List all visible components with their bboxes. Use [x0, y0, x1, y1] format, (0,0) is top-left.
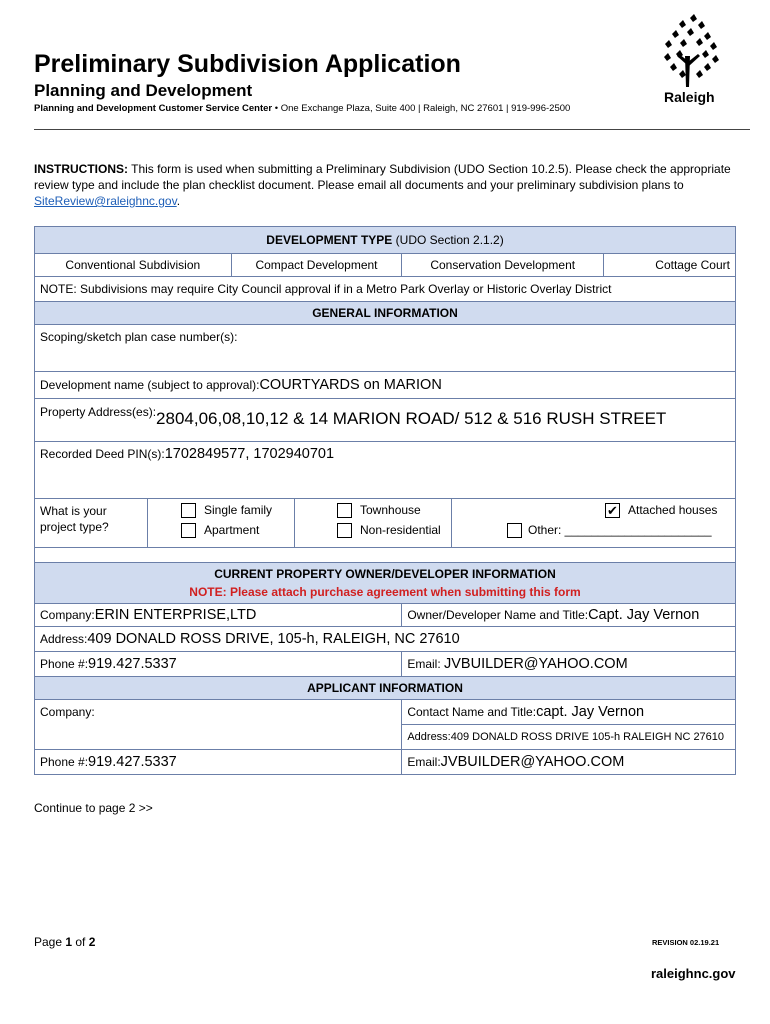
development-name-field[interactable] [35, 372, 736, 399]
project-type-label: What is your project type? [40, 504, 109, 534]
continue-link[interactable]: Continue to page 2 >> [34, 801, 153, 815]
non-residential-checkbox-option[interactable] [337, 523, 441, 538]
subdivision-note: NOTE: Subdivisions may require City Council approval if in a Metro Park Overlay or Historic Overlay District [35, 277, 736, 302]
divider [294, 499, 295, 547]
purchase-agreement-note: NOTE: Please attach purchase agreement when submitting this form [189, 585, 581, 599]
applicant-address-label: Address: [407, 731, 451, 743]
property-address-value: 2804,06,08,10,12 & 14 MARION ROAD/ 512 & 516 RUSH STREET [156, 409, 667, 428]
townhouse-checkbox[interactable] [337, 503, 352, 518]
other-checkbox-option[interactable] [507, 523, 712, 538]
instructions-text: This form is used when submitting a Preliminary Subdivision (UDO Section 10.2.5). Please check the appropriate review type and include the plan checklist document. Please email all documents and your preliminary subdivision plans to [34, 162, 731, 192]
attached-houses-checkbox-checked[interactable]: ✔ [605, 503, 620, 518]
page-total: 2 [88, 935, 96, 949]
non-residential-label: Non-residential [360, 523, 441, 537]
applicant-email-label: Email: [407, 755, 441, 769]
applicant-address-value: 409 DONALD ROSS DRIVE 105-h RALEIGH NC 27610 [450, 731, 725, 743]
applicant-phone-label: Phone #: [40, 755, 89, 769]
applicant-email-value: JVBUILDER@YAHOO.COM [440, 754, 625, 770]
applicant-company-field[interactable] [35, 700, 402, 750]
owner-company-value: ERIN ENTERPRISE,LTD [94, 607, 257, 623]
development-type-heading: DEVELOPMENT TYPE [266, 233, 393, 247]
contact-line [34, 103, 570, 114]
divider [147, 499, 148, 547]
development-type-note: (UDO Section 2.1.2) [392, 233, 504, 247]
applicant-phone-field[interactable] [35, 750, 402, 775]
townhouse-label: Townhouse [360, 503, 421, 517]
development-name-value: COURTYARDS on MARION [259, 377, 442, 393]
owner-company-label: Company: [40, 608, 95, 622]
instructions-end: . [176, 194, 181, 208]
owner-phone-field[interactable] [35, 652, 402, 677]
option-cottage-court[interactable]: Cottage Court [604, 254, 736, 277]
website-label: raleighnc.gov [651, 966, 736, 981]
option-conservation-development[interactable]: Conservation Development [402, 254, 604, 277]
apartment-label: Apartment [204, 523, 260, 537]
owner-info-header [35, 563, 736, 604]
owner-address-field[interactable] [35, 627, 736, 652]
spacer [35, 548, 736, 563]
application-form [34, 226, 736, 775]
owner-name-value: Capt. Jay Vernon [588, 607, 700, 623]
applicant-contact-label: Contact Name and Title: [407, 705, 537, 719]
scoping-label: Scoping/sketch plan case number(s): [40, 330, 238, 344]
attached-houses-checkbox-option[interactable] [605, 503, 717, 518]
deed-pin-field[interactable] [35, 442, 736, 499]
page-of: of [72, 935, 89, 949]
attached-houses-label: Attached houses [628, 503, 718, 517]
scoping-field[interactable] [35, 325, 736, 372]
instructions-label: INSTRUCTIONS: [34, 162, 128, 176]
owner-heading: CURRENT PROPERTY OWNER/DEVELOPER INFORMATION [214, 567, 556, 581]
non-residential-checkbox[interactable] [337, 523, 352, 538]
single-family-checkbox[interactable] [181, 503, 196, 518]
owner-company-field[interactable] [35, 604, 402, 627]
page-word: Page [34, 935, 66, 949]
owner-address-value: 409 DONALD ROSS DRIVE, 105-h, RALEIGH, NC 27610 [87, 631, 460, 647]
applicant-contact-field[interactable] [402, 700, 736, 725]
option-compact-development[interactable]: Compact Development [231, 254, 402, 277]
owner-email-field[interactable] [402, 652, 736, 677]
site-review-email-link[interactable]: SiteReview@raleighnc.gov [34, 194, 177, 208]
page-number [34, 935, 95, 949]
page-current: 1 [65, 935, 73, 949]
development-name-label: Development name (subject to approval): [40, 378, 260, 392]
property-address-field[interactable] [35, 399, 736, 442]
single-family-checkbox-option[interactable] [181, 503, 272, 518]
development-type-header [35, 227, 736, 254]
owner-email-value: JVBUILDER@YAHOO.COM [444, 656, 628, 672]
page-title: Preliminary Subdivision Application [34, 50, 461, 78]
applicant-phone-value: 919.427.5337 [88, 754, 177, 770]
owner-address-label: Address: [40, 632, 88, 646]
owner-phone-label: Phone #: [40, 657, 89, 671]
option-conventional-subdivision[interactable]: Conventional Subdivision [35, 254, 232, 277]
owner-phone-value: 919.427.5337 [88, 656, 177, 672]
applicant-info-header: APPLICANT INFORMATION [35, 677, 736, 700]
deed-pin-label: Recorded Deed PIN(s): [40, 447, 165, 461]
townhouse-checkbox-option[interactable] [337, 503, 421, 518]
apartment-checkbox[interactable] [181, 523, 196, 538]
owner-name-field[interactable] [402, 604, 736, 627]
other-checkbox[interactable] [507, 523, 522, 538]
owner-email-label: Email: [407, 657, 445, 671]
deed-pin-value: 1702849577, 1702940701 [164, 446, 335, 462]
applicant-contact-value: capt. Jay Vernon [536, 704, 645, 720]
other-label: Other: ______________________ [528, 523, 712, 537]
raleigh-logo-text: Raleigh [664, 89, 715, 105]
applicant-address-field[interactable] [402, 725, 736, 750]
owner-name-label: Owner/Developer Name and Title: [407, 608, 589, 622]
property-address-label: Property Address(es): [40, 405, 157, 419]
page-subtitle: Planning and Development [34, 81, 253, 100]
contact-center-name: Planning and Development Customer Service Center [34, 103, 273, 114]
instructions [34, 161, 744, 209]
applicant-company-label: Company: [40, 705, 95, 719]
revision-label: REVISION 02.19.21 [652, 938, 720, 947]
general-info-header: GENERAL INFORMATION [35, 302, 736, 325]
header-divider [34, 129, 750, 130]
contact-details: • One Exchange Plaza, Suite 400 | Raleigh, NC 27601 | 919-996-2500 [272, 103, 571, 114]
applicant-email-field[interactable] [402, 750, 736, 775]
divider [451, 499, 452, 547]
single-family-label: Single family [204, 503, 273, 517]
apartment-checkbox-option[interactable] [181, 523, 259, 538]
project-type-row [35, 499, 736, 548]
